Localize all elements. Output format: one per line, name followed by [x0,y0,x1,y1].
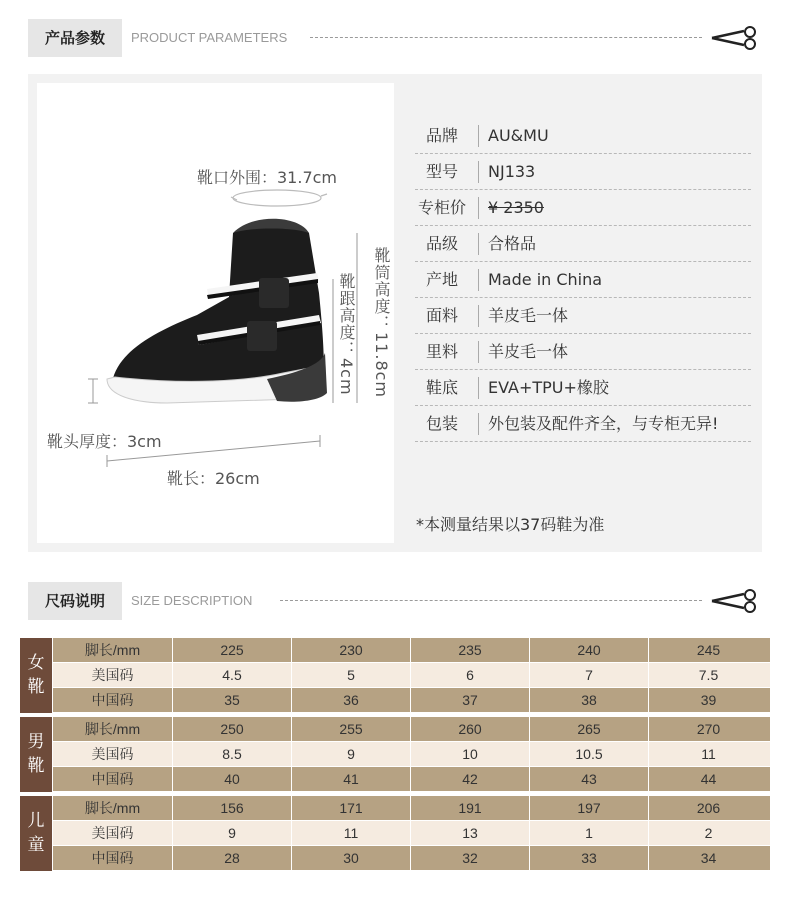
table-cell: 35 [173,688,292,712]
row-header: 美国码 [53,663,173,687]
table-cell: 235 [411,638,530,662]
table-cell: 7.5 [698,667,719,683]
param-value: 羊皮毛一体 [488,342,569,361]
size-description-header [28,582,762,620]
param-value: 羊皮毛一体 [488,306,569,325]
product-parameters-header [28,19,762,57]
shoe-image [37,83,394,543]
table-row [53,821,770,845]
table-row [53,663,770,687]
param-value-price: ¥ 2350 [488,198,544,217]
param-value: Made in China [488,270,603,289]
table-cell: 6 [411,663,530,687]
row-header: 美国码 [53,821,173,845]
table-cell: 37 [411,688,530,712]
group-label: 儿童 [20,796,52,871]
param-value: 合格品 [488,234,537,253]
section-subtitle: SIZE DESCRIPTION [131,593,253,608]
param-row [415,118,751,154]
shaft-height-measurement: 靴筒高度：11.8cm [372,247,391,399]
table-cell: 9 [292,742,411,766]
param-key: 型号 [425,162,458,181]
row-header: 中国码 [53,846,173,870]
table-cell: 191 [411,796,530,820]
param-key: 面料 [425,306,458,325]
table-cell: 265 [530,717,649,741]
table-cell: 30 [292,846,411,870]
table-row [53,742,770,766]
param-key: 包装 [425,414,458,433]
table-cell: 5 [292,663,411,687]
table-cell: 1 [530,821,649,845]
param-key: 品级 [425,234,458,253]
table-row [53,767,770,791]
dashed-divider [280,600,702,601]
param-key: 产地 [425,270,458,289]
table-cell: 240 [530,638,649,662]
collar-measurement: 靴口外围：31.7cm [197,168,338,187]
table-cell: 28 [173,846,292,870]
param-row [415,298,751,334]
table-cell: 40 [173,767,292,791]
parameter-list [415,118,751,442]
table-cell: 245 [696,642,721,658]
table-cell: 156 [173,796,292,820]
row-header: 中国码 [53,767,173,791]
table-cell: 10 [411,742,530,766]
table-cell: 34 [700,850,717,866]
table-cell: 33 [530,846,649,870]
table-cell: 8.5 [173,742,292,766]
table-row [53,846,770,870]
param-row [415,262,751,298]
param-row [415,406,751,442]
table-row [53,688,770,712]
length-measurement: 靴长：26cm [167,469,260,488]
table-cell: 11 [292,821,411,845]
group-label: 女靴 [20,638,52,713]
param-value: NJ133 [488,162,536,181]
table-cell: 197 [530,796,649,820]
table-row [53,717,770,741]
param-value: AU&MU [488,126,549,145]
table-cell: 206 [696,800,721,816]
table-row [53,638,770,662]
param-key: 品牌 [425,126,458,145]
param-key: 鞋底 [425,378,458,397]
group-label: 男靴 [20,717,52,792]
table-cell: 270 [696,721,721,737]
section-title: 尺码说明 [28,582,122,620]
row-header: 脚长/mm [53,717,173,741]
param-row [415,154,751,190]
table-row [53,796,770,820]
table-cell: 7 [530,663,649,687]
table-cell: 41 [292,767,411,791]
table-cell: 38 [530,688,649,712]
param-value: 外包装及配件齐全，与专柜无异! [488,414,719,433]
toe-thickness-measurement: 靴头厚度：3cm [47,432,162,451]
table-cell: 171 [292,796,411,820]
table-cell: 10.5 [530,742,649,766]
table-cell: 250 [173,717,292,741]
table-cell: 36 [292,688,411,712]
section-title: 产品参数 [28,19,122,57]
table-cell: 44 [700,771,717,787]
table-cell: 9 [173,821,292,845]
table-cell: 260 [411,717,530,741]
row-header: 脚长/mm [53,638,173,662]
param-key: 里料 [425,342,458,361]
table-cell: 32 [411,846,530,870]
param-row [415,334,751,370]
scissors-icon [710,25,760,51]
table-cell: 11 [701,746,716,762]
dashed-divider [310,37,702,38]
table-cell: 225 [173,638,292,662]
table-cell: 43 [530,767,649,791]
table-cell: 255 [292,717,411,741]
heel-height-measurement: 靴跟高度：4cm [337,273,356,396]
param-row [415,226,751,262]
param-row [415,190,751,226]
section-subtitle: PRODUCT PARAMETERS [131,30,288,45]
table-cell: 42 [411,767,530,791]
row-header: 中国码 [53,688,173,712]
parameter-panel [28,74,762,552]
measurement-note: *本测量结果以37码鞋为准 [416,515,605,534]
table-cell: 2 [704,825,713,841]
param-row [415,370,751,406]
row-header: 脚长/mm [53,796,173,820]
scissors-icon [710,588,760,614]
table-cell: 4.5 [173,663,292,687]
param-value: EVA+TPU+橡胶 [488,378,609,397]
row-header: 美国码 [53,742,173,766]
table-cell: 13 [411,821,530,845]
table-cell: 39 [700,692,717,708]
param-key: 专柜价 [417,198,466,217]
table-cell: 230 [292,638,411,662]
